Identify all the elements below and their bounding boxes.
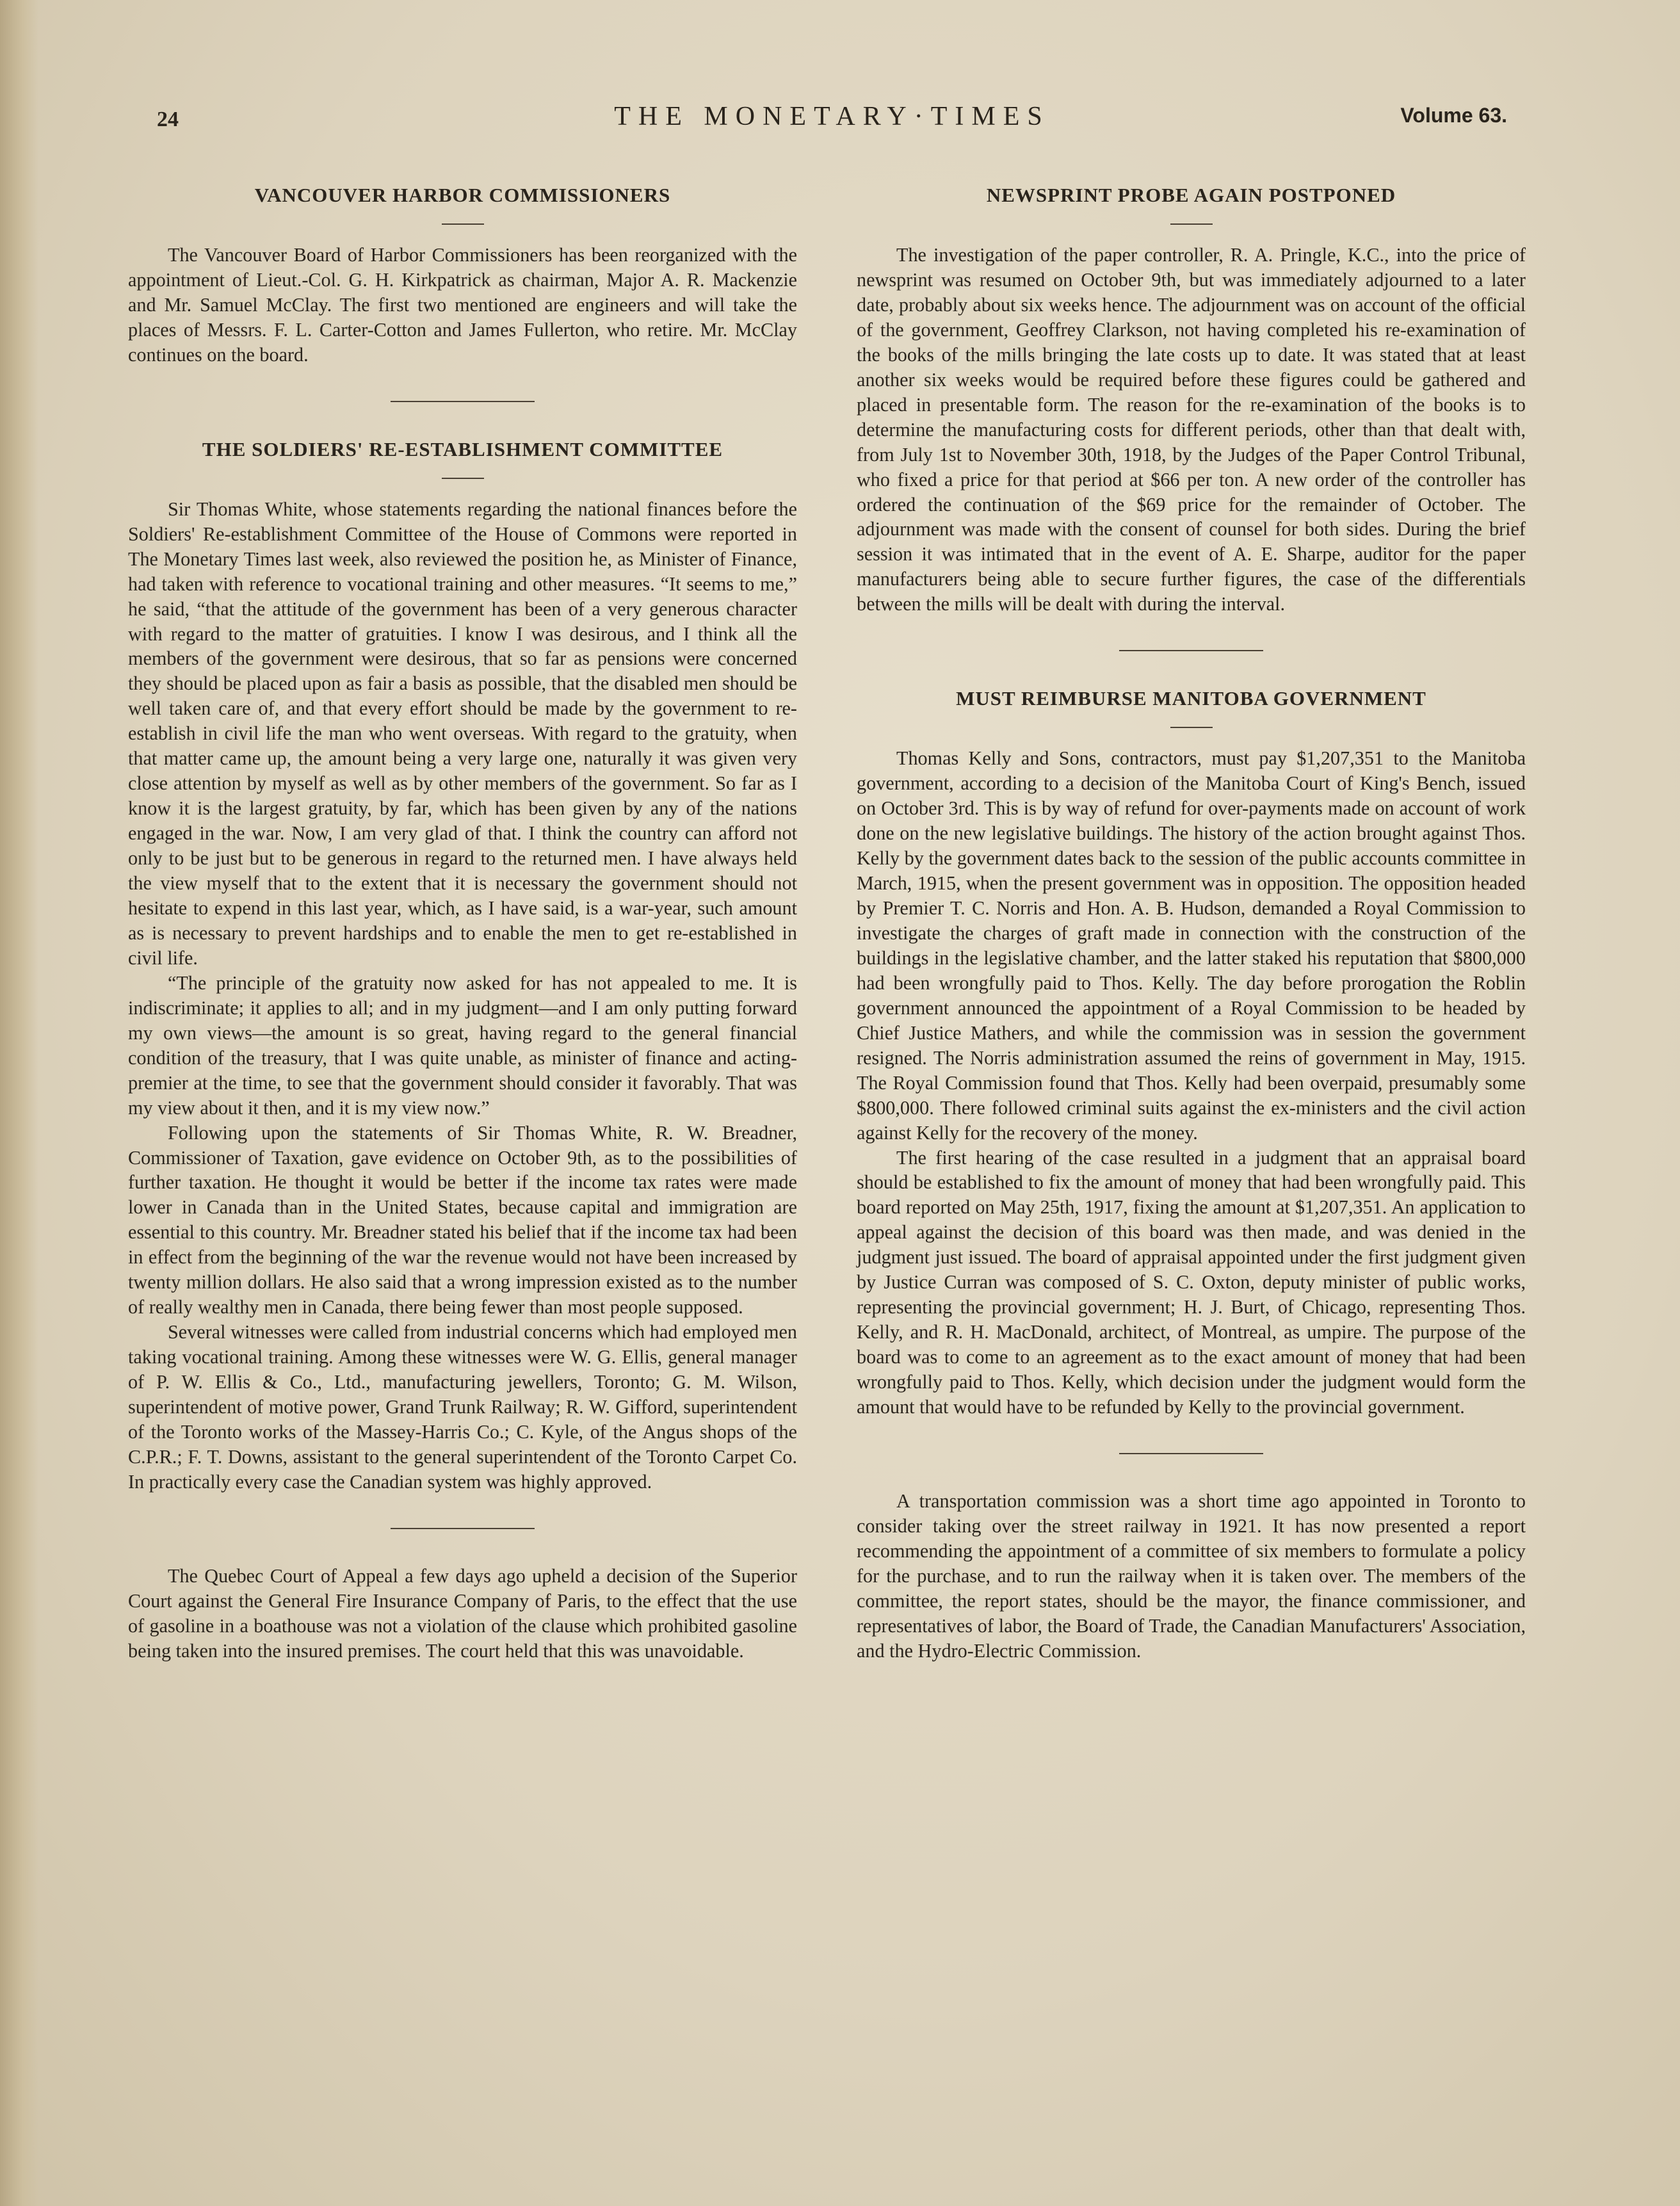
section-divider xyxy=(391,401,535,402)
masthead: THE MONETARY·TIMES xyxy=(614,102,1050,131)
article-title-soldiers: THE SOLDIERS' RE-ESTABLISHMENT COMMITTEE xyxy=(202,437,723,460)
article-title-newsprint: NEWSPRINT PROBE AGAIN POSTPONED xyxy=(986,184,1396,206)
title-rule xyxy=(1170,727,1213,728)
page-header xyxy=(157,101,1507,140)
article-paragraph: Several witnesses were called from industrial concerns which had employed men taking vocational training. Among these witnesses were W. G. Ellis, general manager of P. W. Ellis & Co., Ltd., manufacturing jewellers, Toronto; G. M. Wilson, superintendent of motive power, Grand Trunk Railway; R. W. Gifford, superintendent of the Toronto works of the Massey-Harris Co.; C. Kyle, of the Angus shops of the C.P.R.; F. T. Downs, assistant to the general superintendent of the Toronto Carpet Co. In practically every case the Canadian system was highly approved. xyxy=(128,1321,797,1493)
left-column xyxy=(128,182,797,1664)
page-spine-shadow xyxy=(0,0,38,2206)
title-rule xyxy=(1170,223,1213,225)
article-paragraph: “The principle of the gratuity now asked for has not appealed to me. It is indiscriminate; it applies to all; and in my judgment—and I am only putting forward my own views—the amount is so great, having regard to the general financial condition of the treasury, that I was quite unable, as minister of finance and acting-premier at the time, to see that the government should consider it favorably. That was my view about it then, and it is my view now.” xyxy=(128,971,797,1119)
volume-label: Volume 63. xyxy=(1400,104,1507,127)
article-paragraph: The Vancouver Board of Harbor Commissioners has been reorganized with the appointment of Lieut.-Col. G. H. Kirkpatrick as chairman, Major A. R. Mackenzie and Mr. Samuel McClay. The first two mentioned are engineers and will take the places of Messrs. F. L. Carter-Cotton and James Fullerton, who retire. Mr. McClay continues on the board. xyxy=(128,243,797,366)
article-title-vancouver: VANCOUVER HARBOR COMMISSIONERS xyxy=(254,184,671,206)
section-divider xyxy=(1119,650,1263,651)
article-paragraph: The first hearing of the case resulted in a judgment that an appraisal board should be established to fix the amount of money that had been wrongfully paid. This board reported on May 25th, 1917, fixing the amount at $1,207,351. An application to appeal against the decision of this board was then made, and was denied in the judgment just issued. The board of appraisal appointed under the first judgment given by Justice Curran was composed of S. C. Oxton, deputy minister of public works, representing the provincial government; H. J. Burt, of Chicago, representing Thos. Kelly, and R. H. MacDonald, architect, of Montreal, as umpire. The purpose of the board was to come to an agreement as to the exact amount of money that had been wrongfully paid to Thos. Kelly, which decision under the judgment would form the amount that would have to be refunded by Kelly to the provincial government. xyxy=(857,1146,1526,1418)
page-number: 24 xyxy=(157,108,179,131)
right-column xyxy=(857,182,1526,1664)
article-paragraph: The investigation of the paper controller, R. A. Pringle, K.C., into the price of newsprint was resumed on October 9th, but was immediately adjourned to a later date, probably about six weeks hence. The adjournment was on account of the official of the government, Geoffrey Clarkson, not having completed his re-examination of the books of the mills bringing the late costs up to date. It was stated that at least another six weeks would be required before these figures could be gathered and placed in presentable form. The reason for the re-examination of the books is to determine the manufacturing costs for different periods, other than that dealt with, from July 1st to November 30th, 1918, by the Judges of the Paper Control Tribunal, who fixed a price for that period at $66 per ton. A new order of the controller has ordered the continuation of the $69 price for the remainder of October. The adjournment was made with the consent of counsel for both sides. During the brief session it was intimated that in the event of A. E. Sharpe, auditor for the paper manufacturers being able to secure further figures, the case of the differentials between the mills will be dealt with during the interval. xyxy=(857,243,1526,615)
article-paragraph: Thomas Kelly and Sons, contractors, must pay $1,207,351 to the Manitoba government, according to a decision of the Manitoba Court of King's Bench, issued on October 3rd. This is by way of refund for over-payments made on account of work done on the new legislative buildings. The history of the action brought against Thos. Kelly by the government dates back to the session of the public accounts committee in March, 1915, when the present government was in opposition. The opposition headed by Premier T. C. Norris and Hon. A. B. Hudson, demanded a Royal Commission to investigate the charges of graft made in connection with the construction of the buildings in the legislative chamber, and the latter staked his reputation that $800,000 had been wrongfully paid to Thos. Kelly. The day before prorogation the Roblin government announced the appointment of a Royal Commission to be headed by Chief Justice Mathers, and while the commission was in session the government resigned. The Norris administration assumed the reins of government in May, 1915. The Royal Commission found that Thos. Kelly had been overpaid, presumably some $800,000. There followed criminal suits against the ex-ministers and the civil action against Kelly for the recovery of the money. xyxy=(857,747,1526,1144)
title-rule xyxy=(442,223,484,225)
title-rule xyxy=(442,478,484,479)
article-paragraph-toronto: A transportation commission was a short time ago appointed in Toronto to consider taking over the street railway in 1921. It has now presented a report recommending the appointment of a committee of six members to formulate a policy for the purchase, and to run the railway when it is taken over. The members of the committee, the report states, should be the mayor, the finance commissioner, and representatives of labor, the Board of Trade, the Canadian Manufacturers' Association, and the Hydro-Electric Commission. xyxy=(857,1490,1526,1662)
article-paragraph: Sir Thomas White, whose statements regarding the national finances before the Soldiers' Re-establishment Committee of the House of Commons were reported in The Monetary Times last week, also reviewed the position he, as Minister of Finance, had taken with reference to vocational training and other measures. “It seems to me,” he said, “that the attitude of the government has been of a very generous character with regard to the matter of gratuities. I know I was desirous, and I think all the members of the government were desirous, that so far as pensions were concerned they should be placed upon as fair a basis as possible, that the disabled men should be well taken care of, and that every effort should be made by the government to re-establish in civil life the man who went overseas. With regard to the gratuity, when that matter came up, the amount being a very large one, naturally it was given very close attention by myself as well as by other members of the government. So far as I know it is the largest gratuity, by far, which has been given by any of the nations engaged in the war. Now, I am very glad of that. I think the country can afford not only to be just but to be generous in regard to the returned men. I have always held the view myself that to the extent that it is necessary the government should not hesitate to expend in this last year, which, as I have said, is a war-year, such amount as is necessary to prevent hardships and to enable the men to get re-established in civil life. xyxy=(128,498,797,969)
section-divider xyxy=(391,1528,535,1529)
section-divider xyxy=(1119,1453,1263,1454)
article-title-manitoba: MUST REIMBURSE MANITOBA GOVERNMENT xyxy=(956,687,1426,710)
article-paragraph: Following upon the statements of Sir Thomas White, R. W. Breadner, Commissioner of Taxation, gave evidence on October 9th, as to the possibilities of further taxation. He thought it would be better if the income tax rates were made lower in Canada than in the United States, because capital and immigration are essential to this country. Mr. Breadner stated his belief that if the income tax had been in effect from the beginning of the war the revenue would not have been increased by twenty million dollars. He also said that a wrong impression existed as to the number of really wealthy men in Canada, there being fewer than most people supposed. xyxy=(128,1121,797,1318)
article-paragraph-quebec: The Quebec Court of Appeal a few days ago upheld a decision of the Superior Court against the General Fire Insurance Company of Paris, to the effect that the use of gasoline in a boathouse was not a violation of the clause which prohibited gasoline being taken into the insured premises. The court held that this was unavoidable. xyxy=(128,1564,797,1662)
